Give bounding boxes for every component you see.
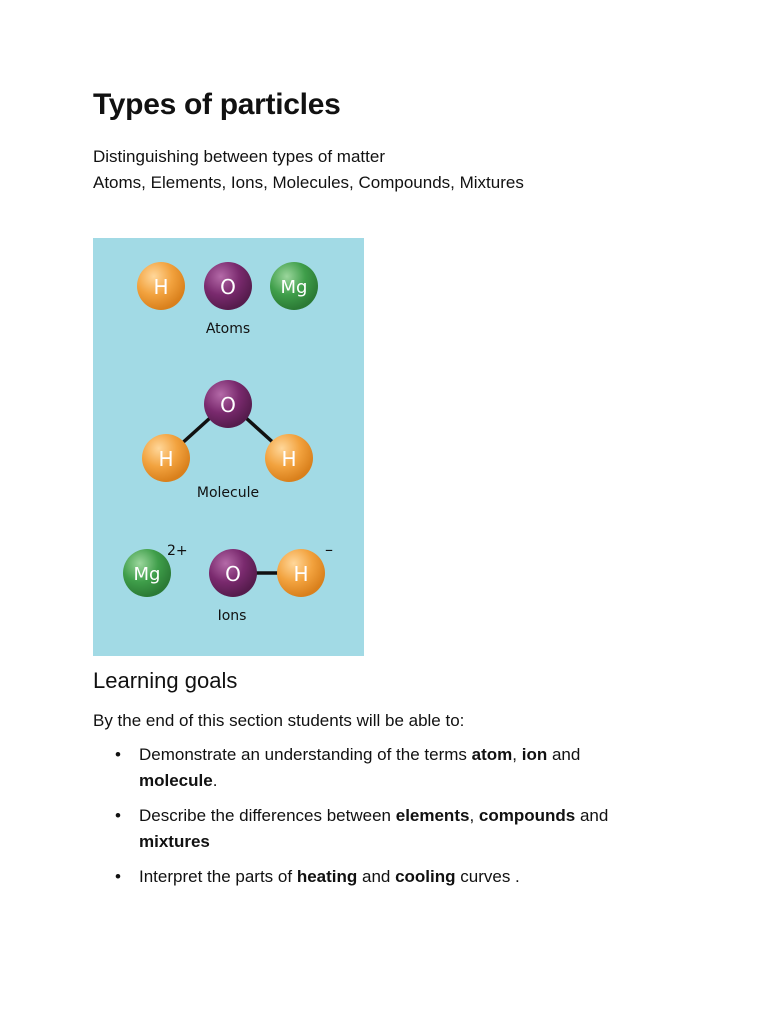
term-atom: atom bbox=[471, 745, 513, 764]
learning-goal-item bbox=[93, 864, 693, 890]
goal-text: and bbox=[357, 867, 396, 886]
learning-goals-heading: Learning goals bbox=[93, 668, 238, 693]
goal-text: Interpret the parts of bbox=[139, 867, 297, 886]
bullet-marker: • bbox=[115, 867, 121, 886]
magnesium-ion-symbol: Mg bbox=[133, 564, 161, 585]
molecule-hydrogen-right-symbol: H bbox=[281, 447, 297, 471]
learning-goal-item bbox=[93, 803, 693, 855]
goal-text: and bbox=[547, 745, 581, 764]
learning-goals-intro: By the end of this section students will be able to: bbox=[93, 711, 465, 730]
learning-goal-item bbox=[93, 742, 693, 794]
oxygen-atom-symbol: O bbox=[220, 275, 236, 299]
magnesium-atom-symbol: Mg bbox=[280, 277, 308, 298]
hydrogen-atom-symbol: H bbox=[153, 275, 169, 299]
subtitle bbox=[93, 144, 524, 196]
atoms-label: Atoms bbox=[205, 321, 251, 337]
bullet-marker: • bbox=[115, 745, 121, 764]
page-title: Types of particles bbox=[93, 88, 341, 121]
molecule-oxygen-symbol: O bbox=[220, 393, 236, 417]
goal-text: Describe the differences between bbox=[139, 806, 396, 825]
term-ion: ion bbox=[521, 745, 548, 764]
particles-illustration bbox=[93, 238, 364, 656]
goal-text: Demonstrate an understanding of the terms bbox=[139, 745, 472, 764]
bullet-marker: • bbox=[115, 806, 121, 825]
goal-text: and bbox=[575, 806, 609, 825]
molecule-label: Molecule bbox=[196, 485, 260, 501]
goal-text: curves . bbox=[455, 867, 520, 886]
subtitle-line-1: Distinguishing between types of matter bbox=[93, 147, 385, 166]
molecule-group bbox=[142, 380, 313, 501]
term-compounds: compounds bbox=[478, 806, 576, 825]
atoms-group bbox=[137, 262, 318, 337]
ions-group bbox=[123, 540, 333, 624]
particles-figure bbox=[93, 238, 364, 656]
goal-text: , bbox=[512, 745, 522, 764]
subtitle-line-2: Atoms, Elements, Ions, Molecules, Compounds, Mixtures bbox=[93, 173, 524, 192]
hydroxide-charge: – bbox=[325, 540, 333, 559]
term-heating: heating bbox=[296, 867, 358, 886]
term-elements: elements bbox=[395, 806, 470, 825]
goal-text: , bbox=[469, 806, 479, 825]
term-cooling: cooling bbox=[395, 867, 456, 886]
hydroxide-oxygen-symbol: O bbox=[225, 562, 241, 586]
goal-text: . bbox=[212, 771, 218, 790]
magnesium-ion-charge: 2+ bbox=[167, 543, 188, 559]
term-molecule: molecule bbox=[139, 771, 213, 790]
molecule-hydrogen-left-symbol: H bbox=[158, 447, 174, 471]
learning-goals-list bbox=[93, 742, 693, 899]
hydroxide-hydrogen-symbol: H bbox=[293, 562, 309, 586]
ions-label: Ions bbox=[217, 608, 247, 624]
term-mixtures: mixtures bbox=[139, 832, 210, 851]
